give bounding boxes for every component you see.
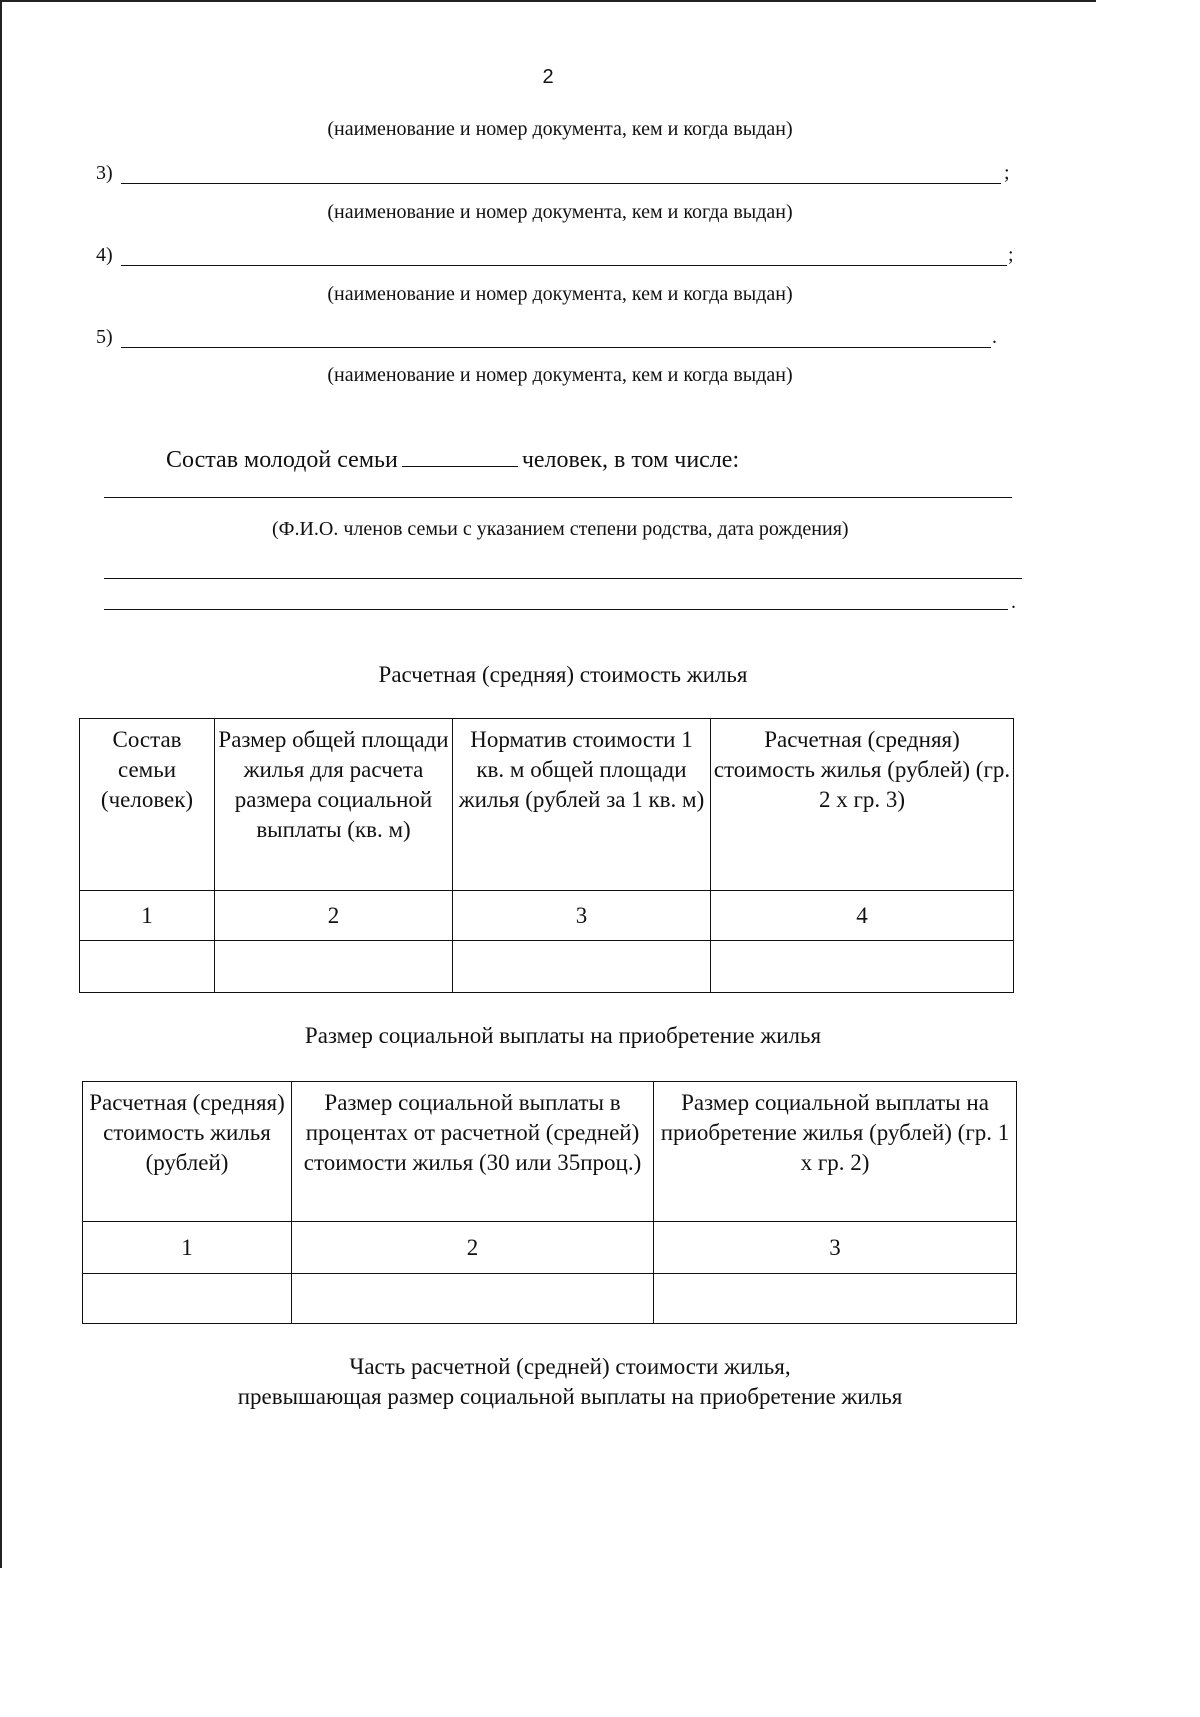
scan-border-left (0, 0, 2, 1568)
housing-cost-title: Расчетная (средняя) стоимость жилья (378, 662, 748, 687)
table-row (80, 941, 1014, 993)
column-number-cell: 2 (292, 1222, 654, 1274)
table-column-number-row (83, 1222, 1017, 1274)
table-column-number-row (80, 891, 1014, 941)
header-cell: Размер социальной выплаты в процентах от расчетной (средней) стоимости жилья (30 или 35проц.) (292, 1082, 654, 1222)
table-header-row (83, 1082, 1017, 1222)
document-item-4-caption: (наименование и номер документа, кем и когда выдан) (327, 283, 793, 305)
value-cell (453, 941, 711, 993)
family-composition-suffix: человек, в том числе: (521, 447, 740, 473)
header-cell: Размер социальной выплаты на приобретение жилья (рублей) (гр. 1 х гр. 2) (654, 1082, 1017, 1222)
housing-cost-table (79, 718, 1014, 993)
document-caption-top: (наименование и номер документа, кем и когда выдан) (327, 118, 793, 140)
item-punctuation: ; (1008, 244, 1014, 266)
item-punctuation: ; (1004, 162, 1010, 184)
column-number-cell: 1 (80, 891, 215, 941)
header-cell: Расчетная (средняя) стоимость жилья (рублей) (гр. 2 х гр. 3) (711, 719, 1014, 891)
family-members-end-period: . (1011, 591, 1016, 613)
document-item-5-caption: (наименование и номер документа, кем и когда выдан) (327, 364, 793, 386)
column-number-cell: 3 (453, 891, 711, 941)
fill-in-line (121, 347, 991, 348)
family-members-line-3 (104, 609, 1008, 610)
item-number: 4) (96, 244, 113, 266)
column-number-cell: 4 (711, 891, 1014, 941)
header-cell: Состав семьи (человек) (80, 719, 215, 891)
item-number: 5) (96, 326, 113, 348)
fill-in-line (121, 265, 1007, 266)
value-cell (711, 941, 1014, 993)
value-cell (80, 941, 215, 993)
value-cell (215, 941, 453, 993)
column-number-cell: 1 (83, 1222, 292, 1274)
document-item-3-caption: (наименование и номер документа, кем и когда выдан) (327, 201, 793, 223)
header-cell: Норматив стоимости 1 кв. м общей площади жилья (рублей за 1 кв. м) (453, 719, 711, 891)
column-number-cell: 2 (215, 891, 453, 941)
family-size-blank (402, 446, 518, 467)
item-number: 3) (96, 162, 113, 184)
value-cell (292, 1274, 654, 1324)
fill-in-line (121, 183, 1001, 184)
header-cell: Размер общей площади жилья для расчета размера социальной выплаты (кв. м) (215, 719, 453, 891)
table-row (83, 1274, 1017, 1324)
family-members-caption: (Ф.И.О. членов семьи с указанием степени родства, дата рождения) (272, 518, 849, 540)
page-number: 2 (542, 66, 554, 88)
item-punctuation: . (992, 326, 997, 348)
social-payment-table (82, 1081, 1017, 1324)
excess-part-title-line-2: превышающая размер социальной выплаты на приобретение жилья (237, 1384, 903, 1409)
family-members-line-2 (104, 578, 1022, 579)
table-header-row (80, 719, 1014, 891)
value-cell (654, 1274, 1017, 1324)
family-members-line-1 (104, 497, 1012, 498)
family-composition-line (166, 446, 739, 474)
excess-part-title-line-1: Часть расчетной (средней) стоимости жилья, (349, 1354, 791, 1379)
social-payment-title: Размер социальной выплаты на приобретение жилья (304, 1023, 822, 1048)
header-cell: Расчетная (средняя) стоимость жилья (рублей) (83, 1082, 292, 1222)
value-cell (83, 1274, 292, 1324)
family-composition-label: Состав молодой семьи (166, 447, 398, 473)
scan-border-top (0, 0, 1096, 2)
column-number-cell: 3 (654, 1222, 1017, 1274)
